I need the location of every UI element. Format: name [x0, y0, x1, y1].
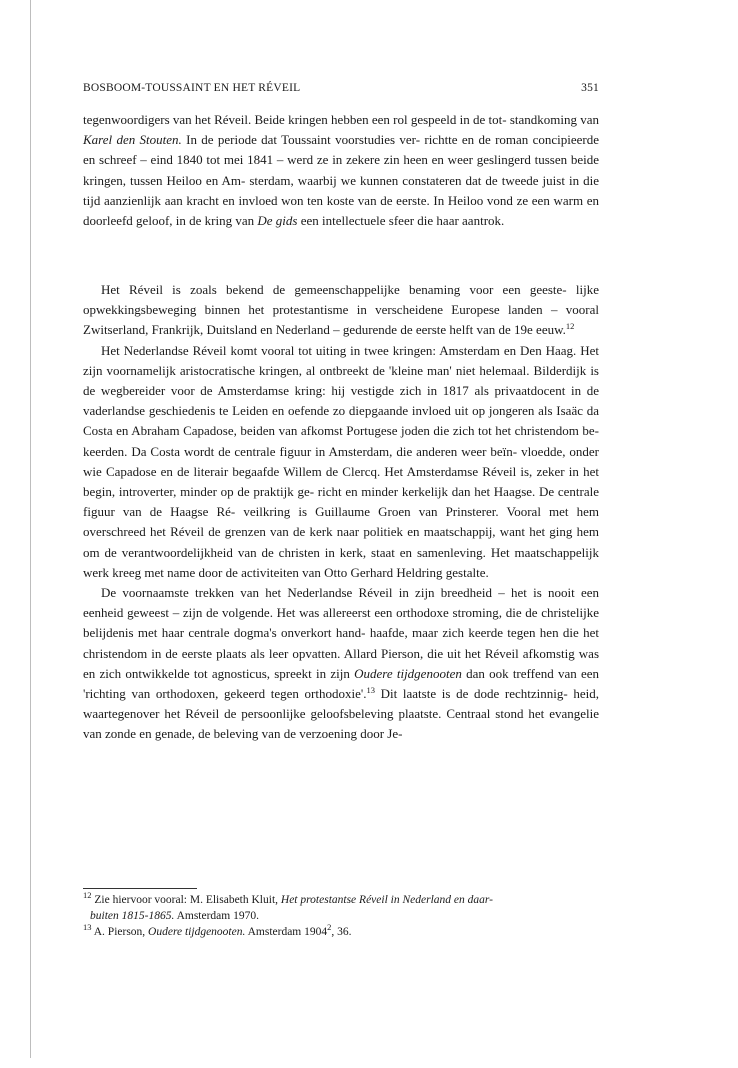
- text-line: vestigde zich in 1817 als privaatdocent in de vaderlandse geschiedenis te Leiden: [83, 383, 599, 419]
- footnotes: [83, 892, 599, 940]
- text-line: agnosticus, spreekt in zijn: [211, 665, 355, 681]
- text-line: aan kracht en invloed won ten koste van de eerste. In Heiloo vond ze een warm en: [164, 192, 600, 208]
- text-line: standkoming van: [509, 112, 600, 127]
- text-line: Capadose, beiden van afkomst Portugese joden die zich tot het christendom be-: [183, 423, 600, 439]
- text-line: nooit een eenheid geweest – zijn de volgende. Het was allereerst een orthodoxe: [83, 585, 600, 621]
- footnote-text: Amsterdam 1904: [245, 926, 328, 938]
- footnote-book-title: Oudere tijdgenooten.: [148, 926, 246, 938]
- text-line: zekere zin heen en weer geslingerd tussen beide kringen, tussen Heiloo en Am-: [83, 152, 600, 188]
- running-head: [83, 82, 599, 100]
- book-page: [83, 0, 599, 1068]
- footnote-book-title: buiten 1815-1865.: [90, 910, 175, 922]
- text-line: opvatten. Allard Pierson, die uit het Réveil afkomstig was en zich ontwikkelde tot: [83, 645, 600, 681]
- footnote-13: [83, 924, 599, 940]
- text-line: haafde, maar zich keerde tegen hen die het christendom in de eerste plaats als leer: [83, 625, 599, 661]
- paragraph-reveil-definition: [83, 280, 599, 341]
- journal-title-de-gids: De gids: [257, 213, 298, 229]
- footnote-text: Zie hiervoor vooral: M. Elisabeth Kluit,: [91, 894, 281, 906]
- body-text-main: [83, 280, 599, 745]
- footnote-12-continuation: [83, 908, 599, 924]
- text-line: landen – vooral Zwitserland, Frankrijk, Duitsland en Nederland – gedurende de: [83, 302, 600, 338]
- footnote-ref-13[interactable]: 13: [366, 685, 375, 696]
- text-line: keerden. Da Costa wordt de centrale figuur in Amsterdam, die anderen weer beïn-: [83, 443, 518, 459]
- running-head-title: BOSBOOM-TOUSSAINT EN HET RÉVEIL: [83, 82, 301, 94]
- scan-edge-line: [30, 0, 31, 1058]
- footnote-ref-12[interactable]: 12: [565, 321, 575, 332]
- footnote-book-title: Het protestantse Réveil in Nederland en daar-: [280, 894, 493, 906]
- footnote-divider: [83, 888, 197, 889]
- paragraph-main-traits: [83, 583, 599, 745]
- paragraph-continuation: [83, 110, 599, 231]
- text-line: om de verantwoordelijkheid van de christen in kerk, staat en samenleving. Het: [83, 544, 510, 560]
- footnote-text: A. Pierson,: [91, 926, 149, 938]
- footnote-text: , 36.: [331, 926, 352, 938]
- text-line: Den Haag. Het zijn voornamelijk aristocratische kringen, al ontbreekt de 'kleine: [83, 342, 599, 378]
- footnote-number: 13: [83, 922, 92, 932]
- edition-superscript: 2: [327, 922, 332, 932]
- paragraph-dutch-reveil: [83, 341, 599, 583]
- text-line: richtte en de roman concipieerde en schreef – eind 1840 tot mei 1841 – werd ze in: [83, 132, 600, 168]
- text-line: stond het evangelie van zonde en genade, de beleving van de verzoening door Je-: [83, 706, 600, 742]
- text-line: maatschappelijk werk kreeg met name door de activiteiten van Otto Gerhard: [83, 544, 599, 580]
- body-text-top: [83, 110, 599, 231]
- text-line: heid, waartegenover het Réveil de persoonlijke geloofsbeleving plaatste. Centraal: [83, 686, 600, 722]
- book-title-oudere-tijdgenooten: Oudere tijdgenooten: [354, 665, 462, 681]
- page-number: 351: [581, 82, 599, 94]
- text-line: stroming, die de christelijke belijdenis met haar centrale dogma's onverkort hand-: [83, 605, 600, 641]
- text-line: De voornaamste trekken van het Nederlandse Réveil in zijn breedheid – het is: [101, 585, 542, 601]
- text-line: Heldring gestalte.: [396, 564, 489, 580]
- text-line: Dit laatste is de dode rechtzinnig-: [374, 686, 568, 702]
- text-line: sterdam, waarbij we kunnen constateren dat de tweede juist in die tijd aanzienlijk: [83, 172, 599, 208]
- text-line: man' niet helemaal. Bilderdijk is de wegbereider voor de Amsterdamse kring: hij: [83, 362, 599, 399]
- text-line: van orthodoxen, gekeerd tegen orthodoxie'.: [131, 686, 367, 702]
- text-line: een intellectuele sfeer die haar aantrok.: [297, 213, 505, 229]
- text-line: dan ook treffend van een 'richting: [83, 665, 600, 702]
- text-line: veilkring is Guillaume Groen van Prinsterer. Vooral met hem overschreed het: [83, 504, 600, 540]
- footnote-text: Amsterdam 1970.: [174, 910, 259, 922]
- text-line: Réveil de grenzen van de kerk naar politiek en maatschappij, want het ging hem: [170, 524, 600, 540]
- text-line: vloedde, onder wie Capadose en de literair begaafde Willem de Clercq. Het: [83, 443, 599, 479]
- text-line: In de periode dat Toussaint voorstudies ver-: [181, 132, 421, 148]
- footnote-12: [83, 892, 599, 908]
- text-line: richt en minder kerkelijk dan het Haagse. De centrale figuur van de Haagse Ré-: [83, 484, 600, 520]
- book-title-karel-den-stouten: Karel den Stouten.: [83, 132, 182, 148]
- text-line: Het Réveil is zoals bekend de gemeenschappelijke benaming voor een geeste-: [101, 282, 567, 297]
- text-line: lijke opwekkingsbeweging binnen het protestantisme in verscheidene Europese: [83, 282, 599, 318]
- footnote-number: 12: [83, 890, 92, 900]
- text-line: en oefende zo diepgaande invloed uit op jongeren als Isaäc da Costa en Abraham: [83, 403, 600, 439]
- text-line: Het Nederlandse Réveil komt vooral tot uiting in twee kringen: Amsterdam en: [101, 342, 517, 358]
- text-line: tegenwoordigers van het Réveil. Beide kringen hebben een rol gespeeld in de tot-: [83, 112, 507, 127]
- text-line: doorleefd geloof, in de kring van: [83, 213, 258, 229]
- text-line: eerste helft van de 19e eeuw.: [415, 322, 566, 338]
- text-line: Amsterdamse Réveil is, zeker in het begin, introverter, minder op de praktijk ge-: [83, 463, 599, 500]
